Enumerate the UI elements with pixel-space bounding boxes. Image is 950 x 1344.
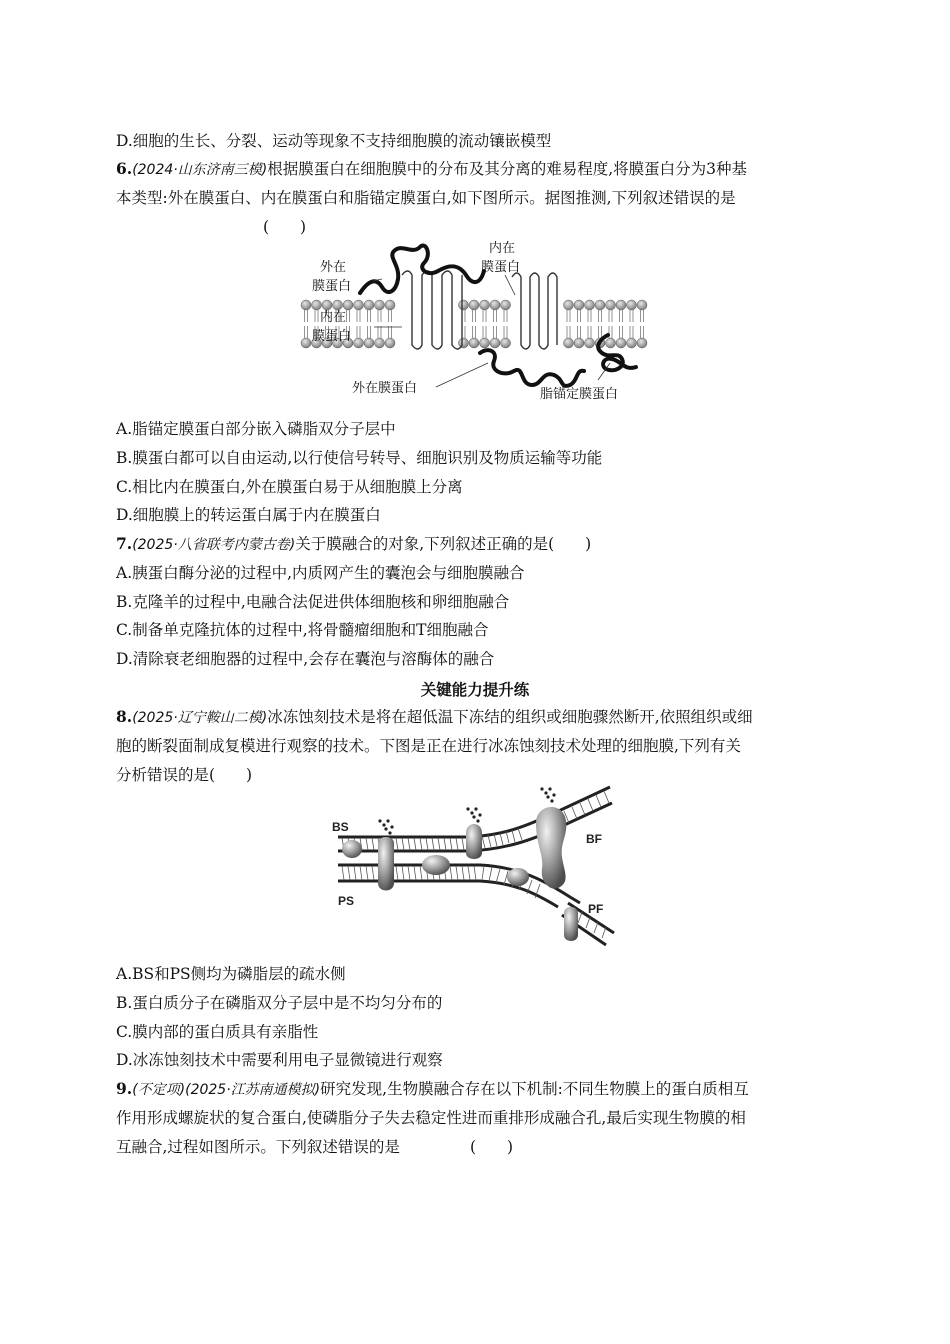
q7-number: 7. bbox=[116, 534, 133, 553]
q6-top-heads bbox=[301, 300, 647, 310]
q6-option-b: B.膜蛋白都可以自由运动,以行使信号转导、细胞识别及物质运输等功能 bbox=[116, 449, 603, 467]
q6-membrane-protein-figure bbox=[290, 235, 670, 405]
phospholipid-head bbox=[501, 338, 511, 348]
q8-protein-lower bbox=[507, 868, 529, 886]
q6-label-outer-bottom: 外在膜蛋白 bbox=[352, 381, 418, 396]
q9-number: 9. bbox=[116, 1079, 133, 1098]
phospholipid-tail bbox=[641, 310, 644, 338]
q6-option-d: D.细胞膜上的转运蛋白属于内在膜蛋白 bbox=[116, 506, 381, 524]
q6-label-inner-left-2: 膜蛋白 bbox=[312, 329, 352, 344]
q7-source: (2025·八省联考内蒙古卷) bbox=[132, 537, 296, 553]
phospholipid-head bbox=[490, 338, 500, 348]
phospholipid-head bbox=[343, 300, 353, 310]
q8-stem-line3: 分析错误的是( ) bbox=[116, 766, 253, 784]
q6-label-inner-top-1: 内在 bbox=[489, 241, 516, 256]
phospholipid-tail bbox=[504, 310, 507, 338]
phospholipid-tail bbox=[567, 310, 570, 338]
phospholipid-head bbox=[385, 338, 395, 348]
phospholipid-head bbox=[354, 300, 364, 310]
phospholipid-tail bbox=[630, 310, 633, 338]
phospholipid-head bbox=[585, 300, 595, 310]
phospholipid-head bbox=[490, 300, 500, 310]
q7-option-a: A.胰蛋白酶分泌的过程中,内质网产生的囊泡会与细胞膜融合 bbox=[116, 564, 525, 582]
q8-label-pf: PF bbox=[588, 902, 604, 916]
phospholipid-head bbox=[375, 338, 385, 348]
phospholipid-head bbox=[385, 300, 395, 310]
phospholipid-head bbox=[616, 300, 626, 310]
q6-peripheral-protein-bottom bbox=[480, 350, 584, 386]
phospholipid-tail bbox=[305, 310, 308, 338]
phospholipid-head bbox=[585, 338, 595, 348]
q8-stem-text1: 冰冻蚀刻技术是将在超低温下冻结的组织或细胞骤然断开,依照组织或细 bbox=[267, 708, 753, 726]
q6-lipid-tails bbox=[305, 310, 644, 338]
phospholipid-head bbox=[627, 338, 637, 348]
q6-label-inner-top-2: 膜蛋白 bbox=[481, 260, 521, 275]
q6-bilayer bbox=[301, 300, 647, 348]
phospholipid-head bbox=[459, 338, 469, 348]
phospholipid-tail bbox=[599, 310, 602, 338]
phospholipid-tail bbox=[620, 310, 623, 338]
phospholipid-head bbox=[480, 338, 490, 348]
q8-label-bf: BF bbox=[586, 832, 602, 846]
q9-tag: (不定项) bbox=[132, 1082, 186, 1098]
phospholipid-head bbox=[616, 338, 626, 348]
q8-protein-tm2 bbox=[466, 824, 482, 859]
q8-glycan-2 bbox=[466, 807, 481, 822]
q6-stem-line1 bbox=[116, 158, 747, 181]
q9-stem-text1: 研究发现,生物膜融合存在以下机制:不同生物膜上的蛋白质相互 bbox=[320, 1080, 749, 1098]
phospholipid-head bbox=[637, 338, 647, 348]
phospholipid-tail bbox=[378, 310, 381, 338]
q6-label-outer-top-1: 外在 bbox=[320, 260, 347, 275]
q6-label-inner-left-1: 内在 bbox=[320, 310, 347, 325]
phospholipid-tail bbox=[368, 310, 371, 338]
phospholipid-head bbox=[480, 300, 490, 310]
phospholipid-tail bbox=[389, 310, 392, 338]
q8-protein-large bbox=[536, 807, 566, 889]
phospholipid-head bbox=[637, 300, 647, 310]
q8-protein-tm1 bbox=[378, 837, 394, 891]
phospholipid-tail bbox=[483, 310, 486, 338]
q6-label-outer-top-2: 膜蛋白 bbox=[312, 279, 352, 294]
phospholipid-tail bbox=[578, 310, 581, 338]
phospholipid-head bbox=[574, 338, 584, 348]
phospholipid-head bbox=[469, 338, 479, 348]
phospholipid-head bbox=[301, 338, 311, 348]
phospholipid-head bbox=[469, 300, 479, 310]
q6-option-c: C.相比内在膜蛋白,外在膜蛋白易于从细胞膜上分离 bbox=[116, 478, 463, 496]
q8-stem-line2: 胞的断裂面制成复模进行观察的技术。下图是正在进行冰冻蚀刻技术处理的细胞膜,下列有关 bbox=[116, 737, 741, 755]
q9-stem-line3 bbox=[116, 1136, 513, 1158]
q8-freeze-etch-figure bbox=[330, 785, 630, 950]
phospholipid-head bbox=[459, 300, 469, 310]
q6-transmembrane-protein-right bbox=[512, 273, 557, 349]
q8-source: (2025·辽宁鞍山二模) bbox=[132, 710, 268, 726]
phospholipid-tail bbox=[494, 310, 497, 338]
phospholipid-head bbox=[574, 300, 584, 310]
phospholipid-head bbox=[606, 300, 616, 310]
phospholipid-head bbox=[354, 338, 364, 348]
q8-option-a: A.BS和PS侧均为磷脂层的疏水侧 bbox=[116, 965, 346, 983]
q9-source: (2025·江苏南通模拟) bbox=[185, 1082, 321, 1098]
q8-lower-leaflet-inner bbox=[338, 881, 558, 907]
q7-option-d: D.清除衰老细胞器的过程中,会存在囊泡与溶酶体的融合 bbox=[116, 650, 495, 668]
phospholipid-tail bbox=[588, 310, 591, 338]
phospholipid-head bbox=[333, 300, 343, 310]
phospholipid-tail bbox=[473, 310, 476, 338]
phospholipid-head bbox=[312, 300, 322, 310]
phospholipid-head bbox=[564, 338, 574, 348]
q8-label-ps: PS bbox=[338, 894, 355, 908]
q8-protein-bs bbox=[342, 840, 362, 858]
q6-label-lipid-anchor: 脂锚定膜蛋白 bbox=[540, 387, 619, 402]
q8-number: 8. bbox=[116, 707, 133, 726]
q6-answer-blank: ( ) bbox=[263, 218, 307, 236]
q7-option-c: C.制备单克隆抗体的过程中,将骨髓瘤细胞和T细胞融合 bbox=[116, 621, 489, 639]
q8-option-c: C.膜内部的蛋白质具有亲脂性 bbox=[116, 1023, 319, 1041]
phospholipid-head bbox=[627, 300, 637, 310]
q7-stem-text: 关于膜融合的对象,下列叙述正确的是( ) bbox=[295, 535, 592, 553]
q8-label-bs: BS bbox=[332, 820, 349, 834]
q5-option-d: D.细胞的生长、分裂、运动等现象不支持细胞膜的流动镶嵌模型 bbox=[116, 132, 552, 150]
q8-glycan-1 bbox=[378, 819, 393, 834]
phospholipid-head bbox=[595, 300, 605, 310]
q7-stem bbox=[116, 533, 591, 556]
phospholipid-tail bbox=[357, 310, 360, 338]
q9-stem-line2: 作用形成螺旋状的复合蛋白,使磷脂分子失去稳定性进而重排形成融合孔,最后实现生物膜的相 bbox=[116, 1109, 746, 1127]
q6-number: 6. bbox=[116, 159, 133, 178]
q6-stem-line2: 本类型:外在膜蛋白、内在膜蛋白和脂锚定膜蛋白,如下图所示。据图推测,下列叙述错误的是 bbox=[116, 189, 736, 207]
q8-protein-pf bbox=[564, 907, 578, 941]
q9-stem-text3: 互融合,过程如图所示。下列叙述错误的是 bbox=[116, 1138, 400, 1156]
phospholipid-head bbox=[564, 300, 574, 310]
q8-protein-mid bbox=[422, 855, 450, 875]
phospholipid-head bbox=[301, 300, 311, 310]
phospholipid-head bbox=[606, 338, 616, 348]
q6-option-a: A.脂锚定膜蛋白部分嵌入磷脂双分子层中 bbox=[116, 420, 396, 438]
q6-leader-inner-top bbox=[505, 275, 515, 295]
q9-answer-blank: ( ) bbox=[469, 1138, 514, 1156]
q8-option-d: D.冰冻蚀刻技术中需要利用电子显微镜进行观察 bbox=[116, 1051, 443, 1069]
q6-leader-outer-bottom bbox=[436, 363, 488, 387]
q7-option-b: B.克隆羊的过程中,电融合法促进供体细胞核和卵细胞融合 bbox=[116, 593, 510, 611]
q8-option-b: B.蛋白质分子在磷脂双分子层中是不均匀分布的 bbox=[116, 994, 443, 1012]
q9-stem-line1 bbox=[116, 1078, 749, 1101]
phospholipid-head bbox=[322, 300, 332, 310]
phospholipid-head bbox=[501, 300, 511, 310]
q6-transmembrane-protein-left bbox=[402, 271, 462, 349]
q8-glycan-3 bbox=[540, 787, 555, 802]
phospholipid-head bbox=[364, 338, 374, 348]
q6-bottom-heads bbox=[301, 338, 647, 348]
phospholipid-head bbox=[364, 300, 374, 310]
section-title: 关键能力提升练 bbox=[420, 681, 530, 699]
q6-source: (2024·山东济南三模) bbox=[132, 162, 268, 178]
q6-stem-text1: 根据膜蛋白在细胞膜中的分布及其分离的难易程度,将膜蛋白分为3种基 bbox=[267, 160, 747, 178]
q8-stem-line1 bbox=[116, 706, 753, 729]
phospholipid-head bbox=[375, 300, 385, 310]
